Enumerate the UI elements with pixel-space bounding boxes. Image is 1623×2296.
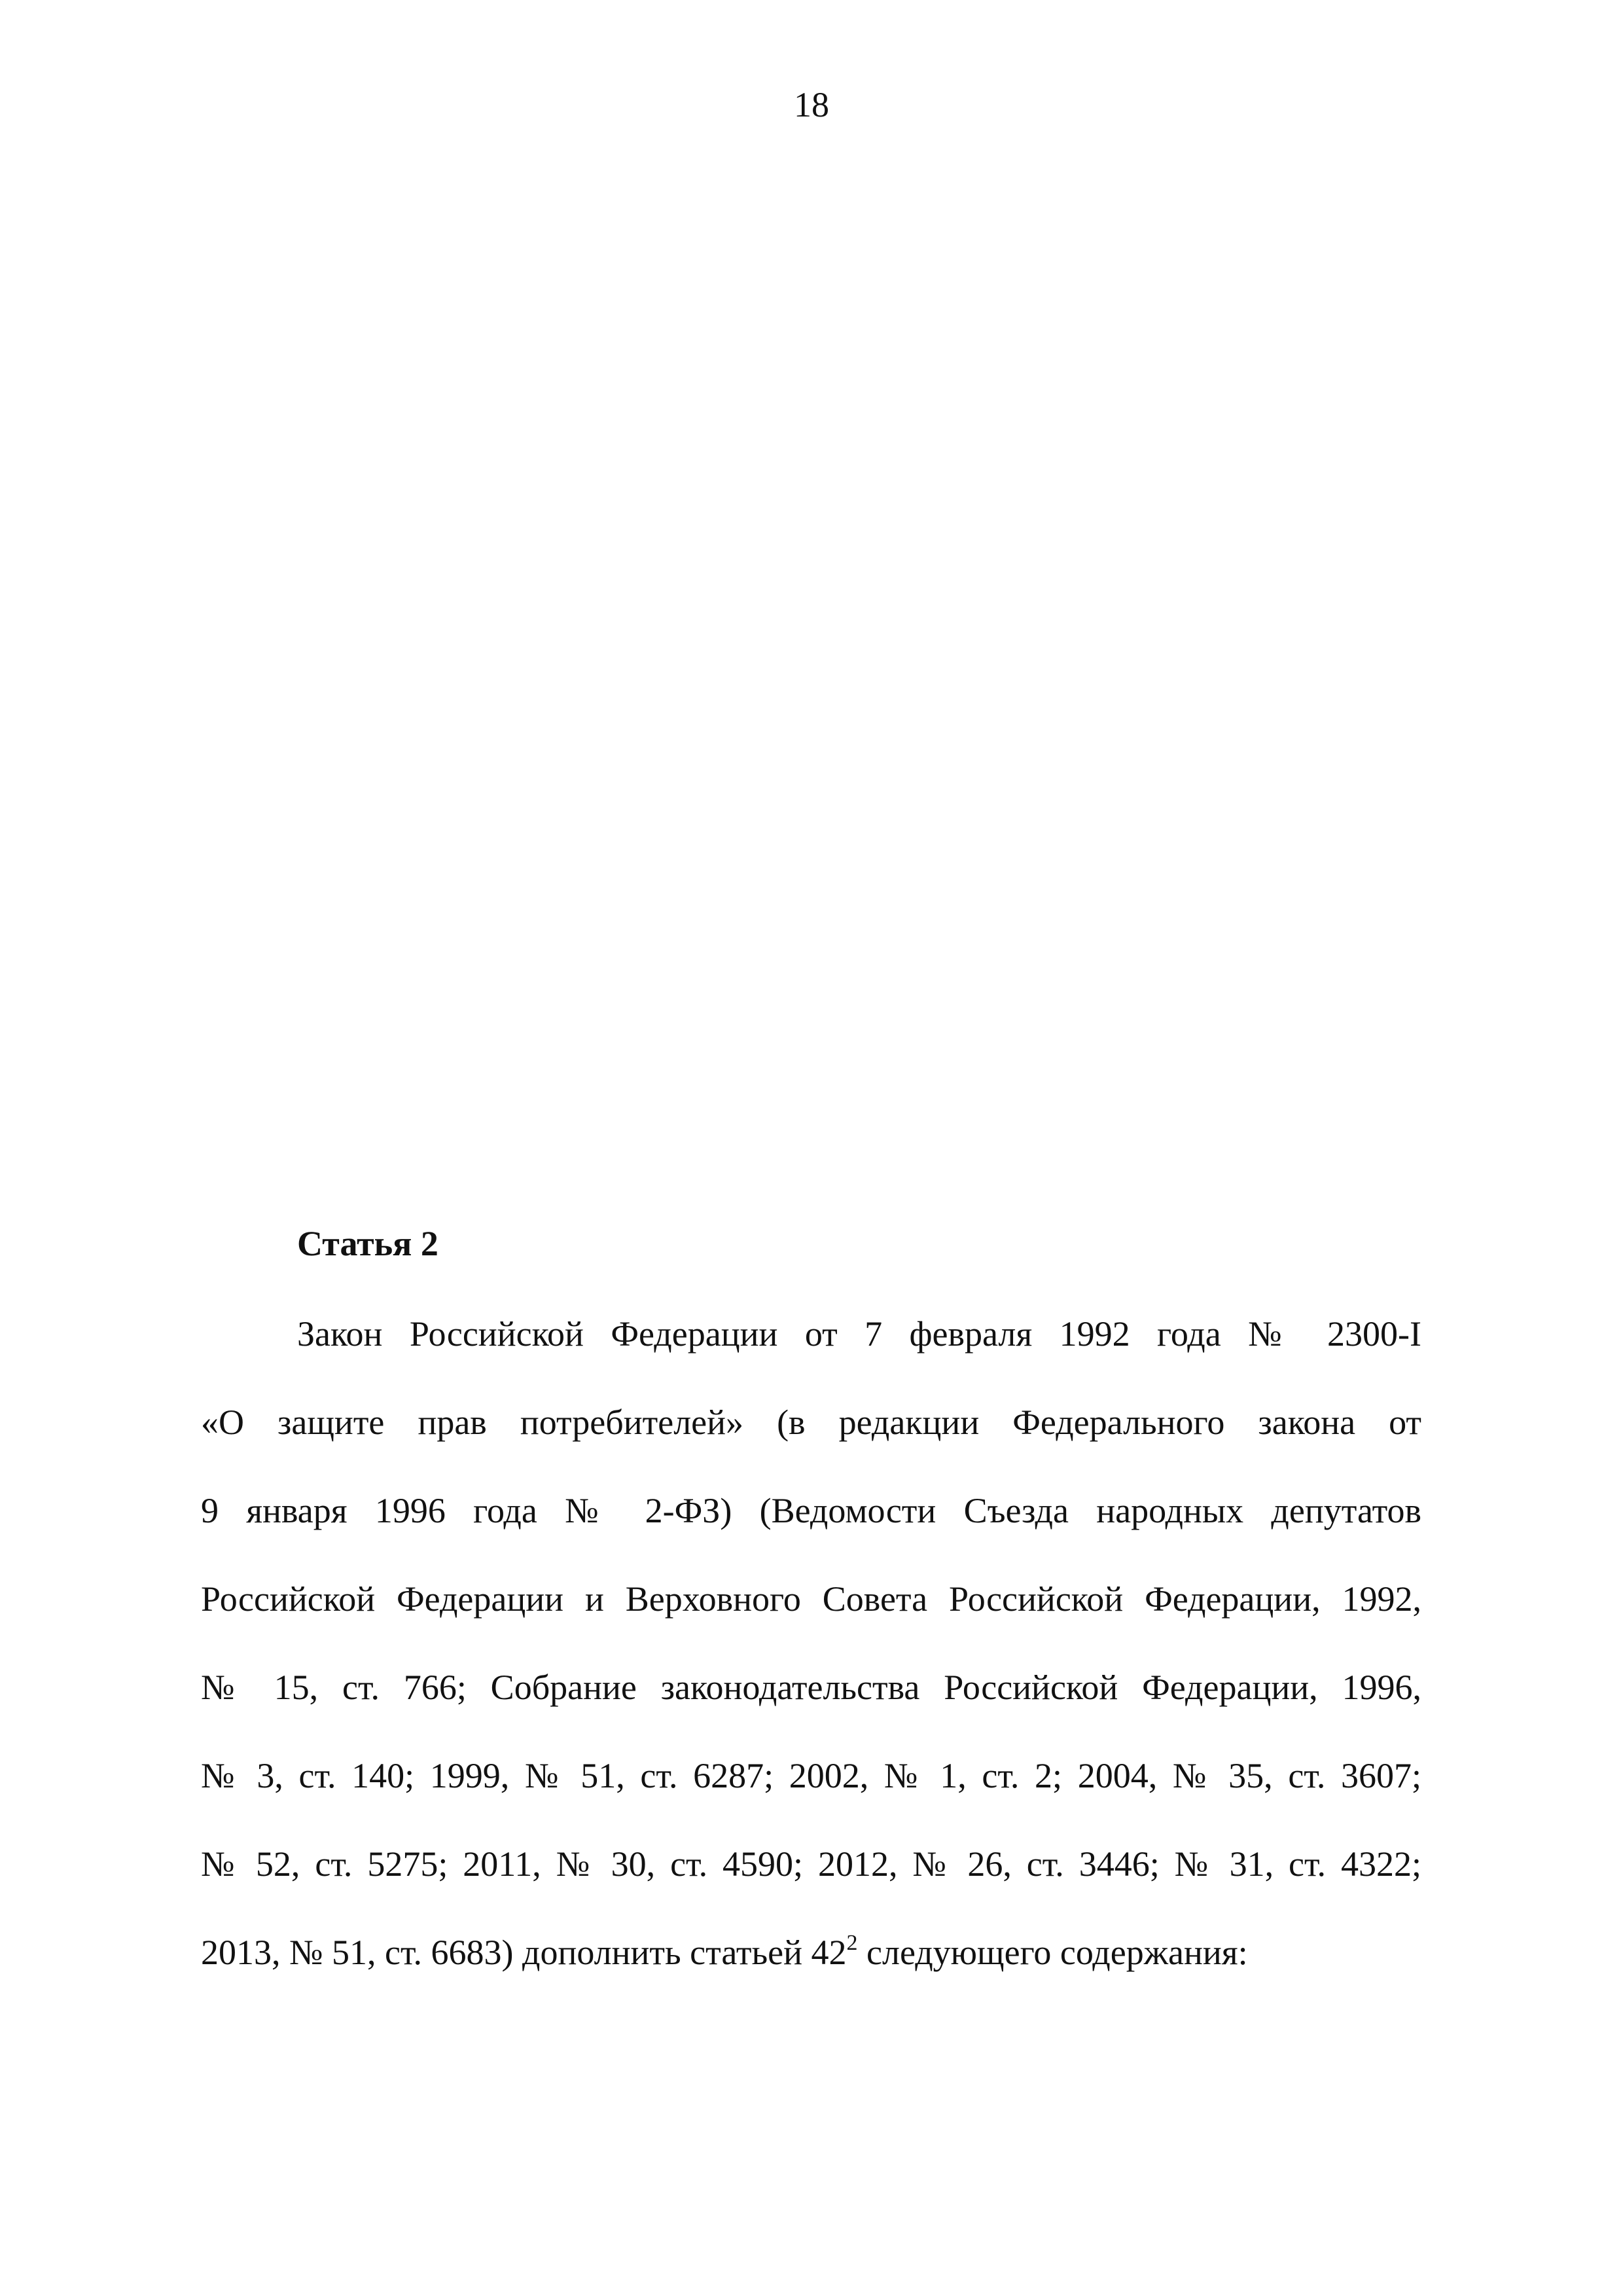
body-line: «О защите прав потребителей» (в редакции Федерального закона от	[201, 1403, 1421, 1442]
body-line: 9 января 1996 года № 2-ФЗ) (Ведомости Съезда народных депутатов	[201, 1491, 1421, 1530]
body-line: Российской Федерации и Верховного Совета Российской Федерации, 1992,	[201, 1579, 1421, 1619]
article-number-superscript: 2	[846, 1931, 858, 1955]
body-line: № 52, ст. 5275; 2011, № 30, ст. 4590; 2012, № 26, ст. 3446; № 31, ст. 4322;	[201, 1844, 1421, 1884]
body-line-last	[201, 1931, 1421, 1973]
body-line-text-end: следующего содержания:	[857, 1933, 1248, 1972]
article-heading: Статья 2	[297, 1224, 438, 1263]
body-line: № 3, ст. 140; 1999, № 51, ст. 6287; 2002, № 1, ст. 2; 2004, № 35, ст. 3607;	[201, 1756, 1421, 1795]
body-line-text: 2013, № 51, ст. 6683) дополнить статьей 42	[201, 1933, 847, 1972]
body-line: № 15, ст. 766; Собрание законодательства Российской Федерации, 1996,	[201, 1668, 1421, 1707]
body-line: Закон Российской Федерации от 7 февраля 1992 года № 2300-I	[297, 1314, 1421, 1354]
page-number: 18	[794, 85, 829, 124]
